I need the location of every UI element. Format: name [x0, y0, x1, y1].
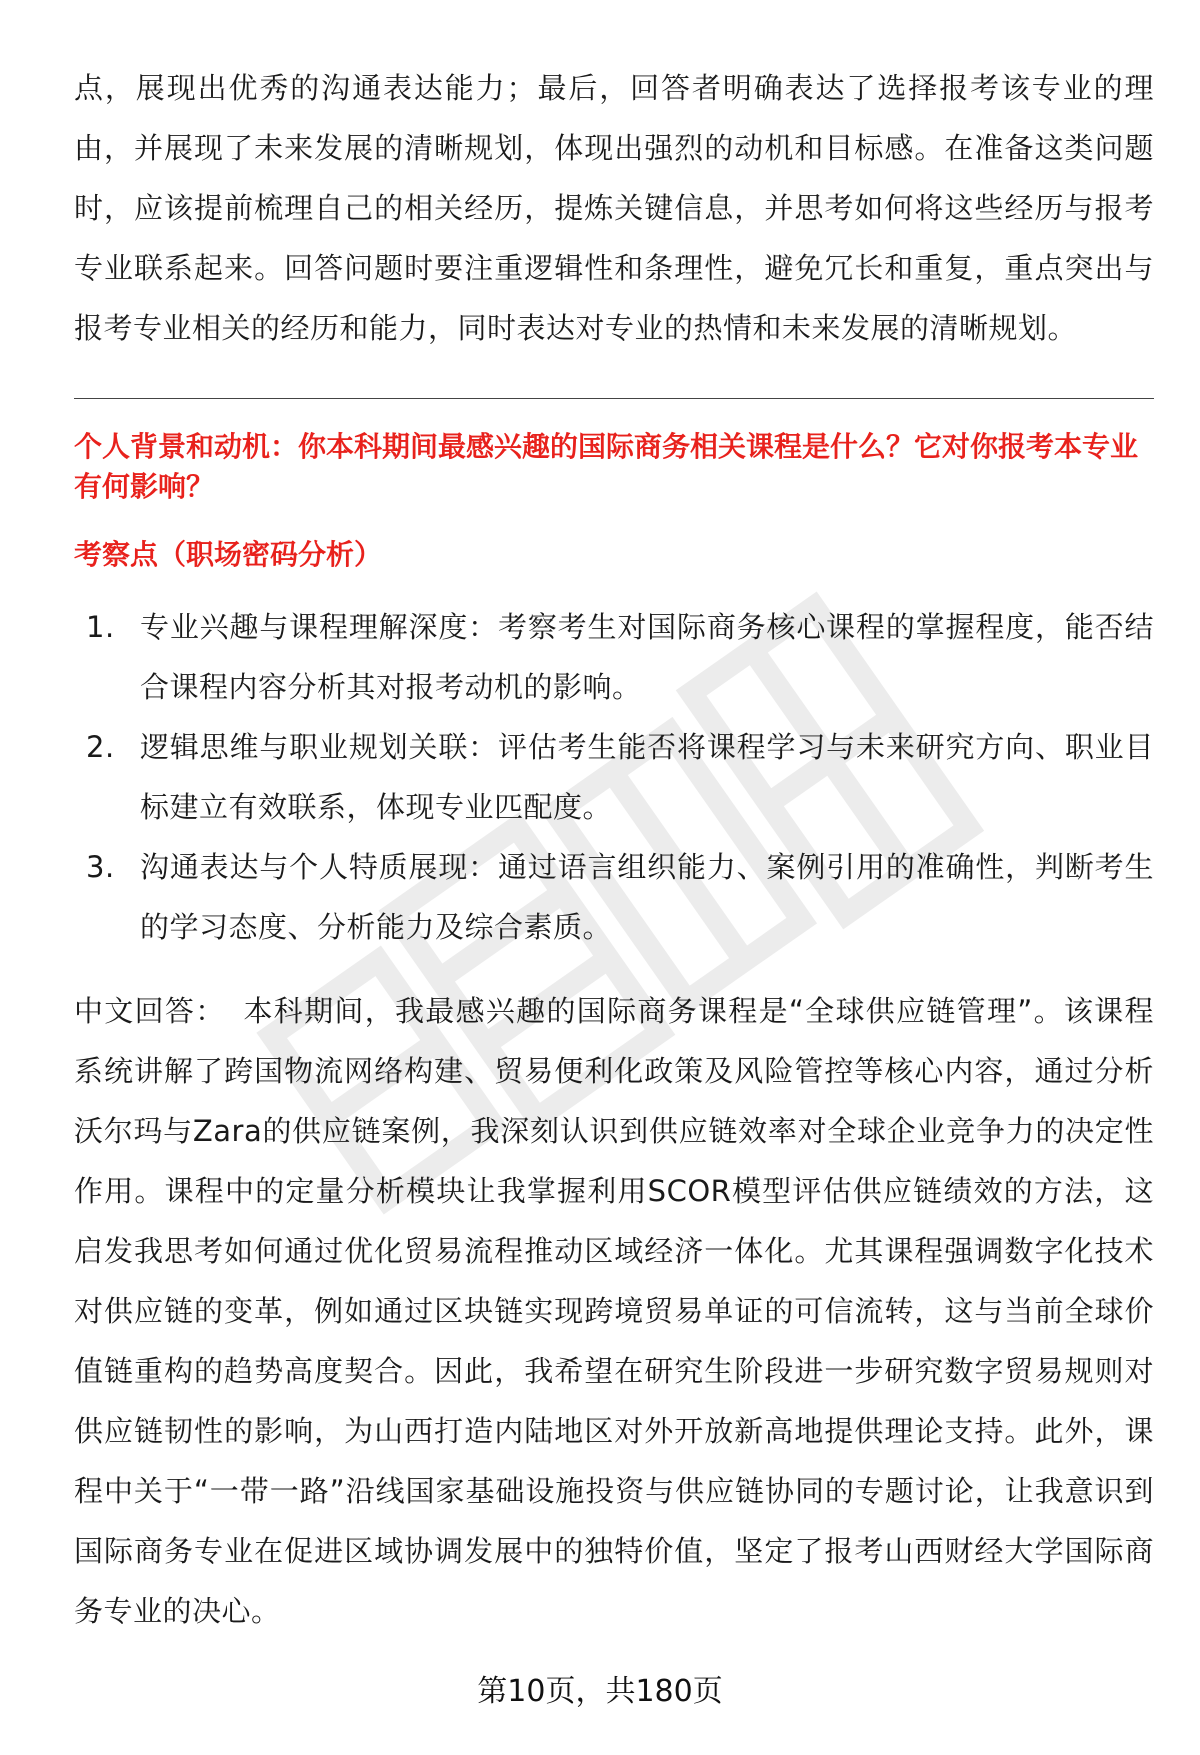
- question-heading: 个人背景和动机：你本科期间最感兴趣的国际商务相关课程是什么？它对你报考本专业有何影响？: [74, 430, 1139, 503]
- section-divider: [74, 398, 1154, 399]
- assessment-point: [86, 597, 1154, 717]
- page-number-footer: 第10页，共180页: [477, 1674, 723, 1709]
- point-number: 1.: [86, 610, 115, 644]
- assessment-points-list: [74, 597, 1154, 957]
- point-number: 3.: [86, 850, 115, 884]
- assessment-title: 考察点（职场密码分析）: [74, 538, 383, 571]
- point-number: 2.: [86, 730, 115, 764]
- answer-paragraph: [74, 981, 1154, 1641]
- page-content: [74, 58, 1154, 1641]
- assessment-point: [86, 717, 1154, 837]
- answer-label: 中文回答：: [74, 994, 226, 1028]
- intro-paragraph: 点，展现出优秀的沟通表达能力；最后，回答者明确表达了选择报考该专业的理由，并展现了未来发展的清晰规划，体现出强烈的动机和目标感。在准备这类问题时，应该提前梳理自己的相关经历，提炼关键信息，并思考如何将这些经历与报考专业联系起来。回答问题时要注重逻辑性和条理性，避免冗长和重复，重点突出与报考专业相关的经历和能力，同时表达对专业的热情和未来发展的清晰规划。: [74, 71, 1154, 345]
- point-text: 沟通表达与个人特质展现：通过语言组织能力、案例引用的准确性，判断考生的学习态度、分析能力及综合素质。: [140, 850, 1154, 944]
- answer-text: 本科期间，我最感兴趣的国际商务课程是“全球供应链管理”。该课程系统讲解了跨国物流网络构建、贸易便利化政策及风险管控等核心内容，通过分析沃尔玛与Zara的供应链案例，我深刻认识到供应链效率对全球企业竞争力的决定性作用。课程中的定量分析模块让我掌握利用SCOR模型评估供应链绩效的方法，这启发我思考如何通过优化贸易流程推动区域经济一体化。尤其课程强调数字化技术对供应链的变革，例如通过区块链实现跨境贸易单证的可信流转，这与当前全球价值链重构的趋势高度契合。因此，我希望在研究生阶段进一步研究数字贸易规则对供应链韧性的影响，为山西打造内陆地区对外开放新高地提供理论支持。此外，课程中关于“一带一路”沿线国家基础设施投资与供应链协同的专题讨论，让我意识到国际商务专业在促进区域协调发展中的独特价值，坚定了报考山西财经大学国际商务专业的决心。: [74, 994, 1154, 1628]
- assessment-point: [86, 837, 1154, 957]
- point-text: 逻辑思维与职业规划关联：评估考生能否将课程学习与未来研究方向、职业目标建立有效联系，体现专业匹配度。: [140, 730, 1154, 824]
- point-text: 专业兴趣与课程理解深度：考察考生对国际商务核心课程的掌握程度，能否结合课程内容分析其对报考动机的影响。: [140, 610, 1154, 704]
